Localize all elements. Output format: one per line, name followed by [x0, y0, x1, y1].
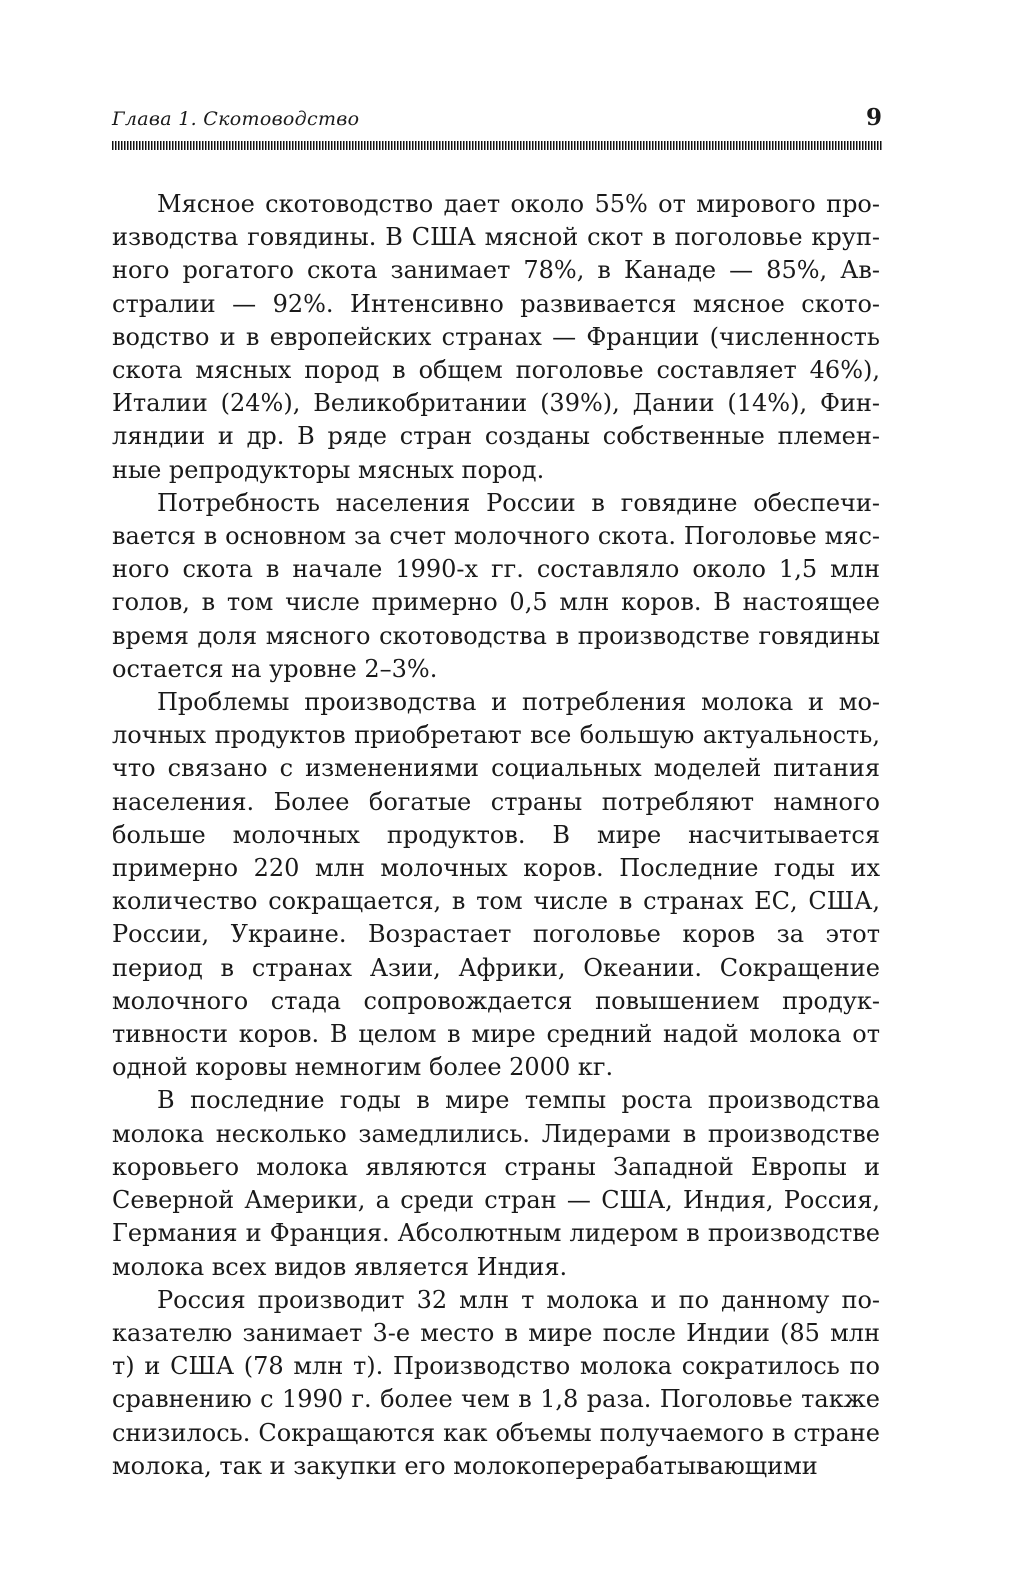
running-head [112, 104, 882, 134]
chapter-title: Глава 1. Скотоводство [112, 108, 360, 130]
paragraph: Мясное скотоводство дает около 55% от мирового производства говядины. В США мясной скот в поголовье крупного рогатого скота занимает 78%, в Канаде — 85%, Австралии — 92%. Интенсивно развивается мясное скотоводство и в европейских странах — Франции (численность скота мясных пород в общем поголовье составляет 46%), Италии (24%), Великобритании (39%), Дании (14%), Финляндии и др. В ряде стран созданы собственные племенные репродукторы мясных пород. [112, 190, 880, 484]
header-rule [112, 141, 882, 150]
paragraph: Россия производит 32 млн т молока и по данному показателю занимает 3-е место в мире после Индии (85 млн т) и США (78 млн т). Производство молока сократилось по сравнению с 1990 г. более чем в 1,8 раза. Поголовье также снизилось. Сокращаются как объемы получаемого в стране молока, так и закупки его молокоперерабатывающими [112, 1285, 880, 1480]
body-text [112, 188, 880, 1483]
paragraph: Проблемы производства и потребления молока и молочных продуктов приобретают все большую актуальность, что связано с изменениями социальных моделей питания населения. Более богатые страны потребляют намного больше молочных продуктов. В мире насчитывается примерно 220 млн молочных коров. Последние годы их количество сокращается, в том числе в странах ЕС, США, России, Украине. Возрастает поголовье коров за этот период в странах Азии, Африки, Океании. Сокращение молочного стада сопровождается повышением продуктивности коров. В целом в мире средний надой молока от одной коровы немногим более 2000 кг. [112, 688, 880, 1082]
page-number: 9 [865, 104, 882, 131]
paragraph: В последние годы в мире темпы роста производства молока несколько замедлились. Лидерами в производстве коровьего молока являются страны Западной Европы и Северной Америки, а среди стран — США, Индия, Россия, Германия и Франция. Абсолютным лидером в производстве молока всех видов является Индия. [112, 1086, 880, 1281]
paragraph: Потребность населения России в говядине обеспечивается в основном за счет молочного скота. Поголовье мясного скота в начале 1990-х гг. составляло около 1,5 млн голов, в том числе примерно 0,5 млн коров. В настоящее время доля мясного скотоводства в производстве говядины остается на уровне 2–3%. [112, 488, 880, 683]
